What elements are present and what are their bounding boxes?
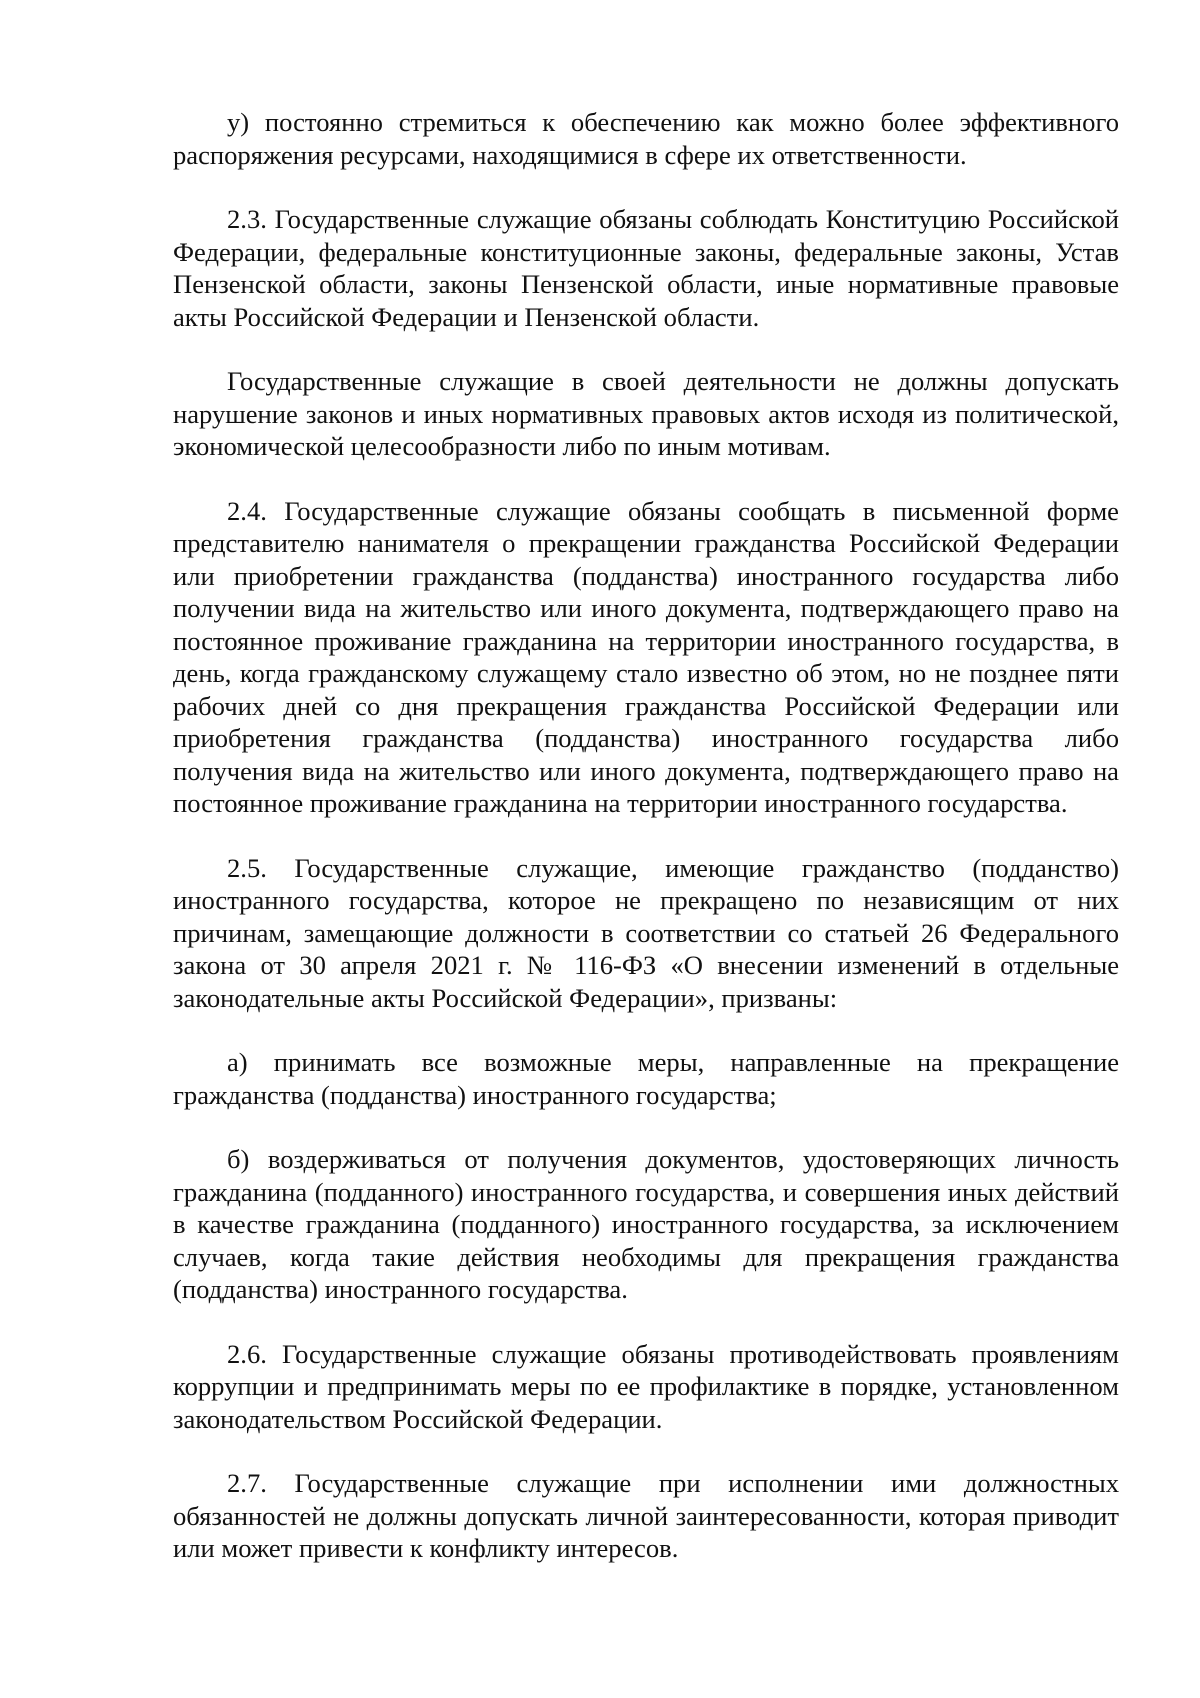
paragraph-2-3-constitution: 2.3. Государственные служащие обязаны соблюдать Конституцию Российской Федерации, федеральные конституционные законы, федеральные законы, Устав Пензенской области, законы Пензенской области, иные нормативные правовые акты Российской Федерации и Пензенской области. <box>173 204 1119 332</box>
paragraph-item-u-resources: у) постоянно стремиться к обеспечению как можно более эффективного распоряжения ресурсами, находящимися в сфере их ответственности. <box>173 107 1119 170</box>
paragraph-2-5-foreign-citizenship: 2.5. Государственные служащие, имеющие гражданство (подданство) иностранного государства, которое не прекращено по независящим от них причинам, замещающие должности в соответствии со статьей 26 Федерального закона от 30 апреля 2021 г. № 116-ФЗ «О внесении изменений в отдельные законодательные акты Российской Федерации», призваны: <box>173 852 1119 1013</box>
paragraph-2-4-citizenship-report: 2.4. Государственные служащие обязаны сообщать в письменной форме представителю нанимателя о прекращении гражданства Российской Федерации или приобретении гражданства (подданства) иностранного государства либо получении вида на жительство или иного документа, подтверждающего право на постоянное проживание гражданина на территории иностранного государства, в день, когда гражданскому служащему стало известно об этом, но не позднее пяти рабочих дней со дня прекращения гражданства Российской Федерации или приобретения гражданства (подданства) иностранного государства либо получения вида на жительство или иного документа, подтверждающего право на постоянное проживание гражданина на территории иностранного государства. <box>173 495 1119 818</box>
document-page <box>173 106 1119 1597</box>
paragraph-item-a-measures: а) принимать все возможные меры, направленные на прекращение гражданства (подданства) иностранного государства; <box>173 1047 1119 1110</box>
paragraph-2-3-no-violation: Государственные служащие в своей деятельности не должны допускать нарушение законов и иных нормативных правовых актов исходя из политической, экономической целесообразности либо по иным мотивам. <box>173 366 1119 461</box>
paragraph-2-7-conflict-of-interest: 2.7. Государственные служащие при исполнении ими должностных обязанностей не должны допускать личной заинтересованности, которая приводит или может привести к конфликту интересов. <box>173 1468 1119 1563</box>
paragraph-item-b-refrain: б) воздерживаться от получения документов, удостоверяющих личность гражданина (подданного) иностранного государства, и совершения иных действий в качестве гражданина (подданного) иностранного государства, за исключением случаев, когда такие действия необходимы для прекращения гражданства (подданства) иностранного государства. <box>173 1144 1119 1304</box>
paragraph-2-6-corruption: 2.6. Государственные служащие обязаны противодействовать проявлениям коррупции и предпринимать меры по ее профилактике в порядке, установленном законодательством Российской Федерации. <box>173 1338 1119 1434</box>
